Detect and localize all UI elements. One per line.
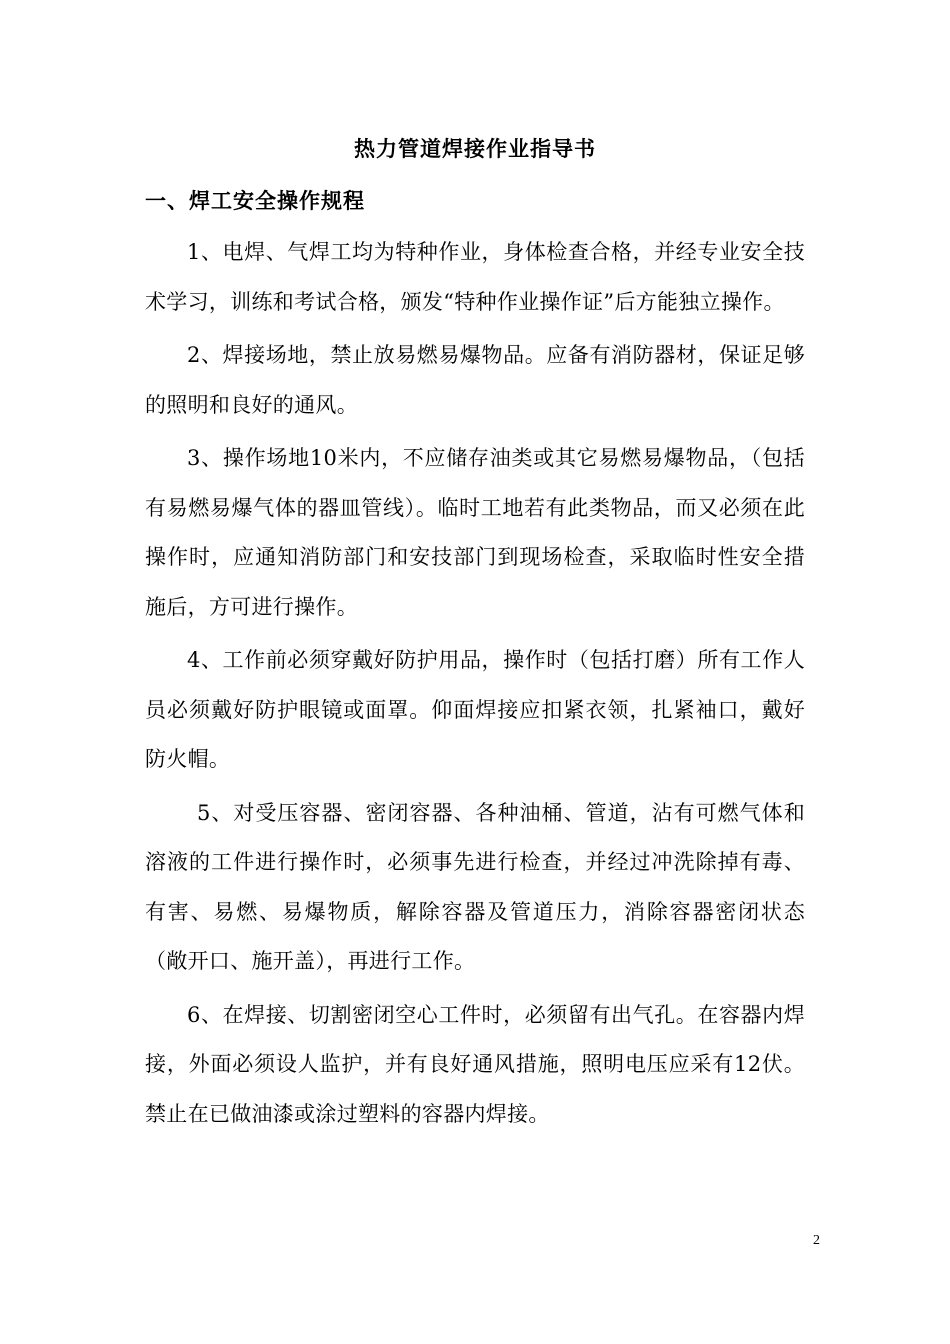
paragraph-1: 1、电焊、气焊工均为特种作业，身体检查合格，并经专业安全技术学习，训练和考试合格，颁发“特种作业操作证”后方能独立操作。	[145, 240, 805, 314]
paragraph-6: 6、在焊接、切割密闭空心工件时，必须留有出气孔。在容器内焊接，外面必须设人监护，并有良好通风措施，照明电压应采有12伏。禁止在已做油漆或涂过塑料的容器内焊接。	[145, 1002, 805, 1126]
paragraph-2: 2、焊接场地，禁止放易燃易爆物品。应备有消防器材，保证足够的照明和良好的通风。	[145, 343, 805, 417]
document-body	[145, 228, 805, 1143]
paragraph-5: 5、对受压容器、密闭容器、各种油桶、管道，沾有可燃气体和溶液的工件进行操作时，必须事先进行检查，并经过冲洗除掉有毒、有害、易燃、易爆物质，解除容器及管道压力，消除容器密闭状态（敞开口、施开盖），再进行工作。	[145, 800, 805, 973]
section-heading: 一、焊工安全操作规程	[145, 189, 365, 213]
page-number: 2	[813, 1233, 820, 1248]
paragraph-4: 4、工作前必须穿戴好防护用品，操作时（包括打磨）所有工作人员必须戴好防护眼镜或面罩。仰面焊接应扣紧衣领，扎紧袖口，戴好防火帽。	[145, 648, 805, 771]
paragraph-3: 3、操作场地10米内，不应储存油类或其它易燃易爆物品，（包括有易燃易爆气体的器皿管线）。临时工地若有此类物品，而又必须在此操作时，应通知消防部门和安技部门到现场检查，采取临时性安全措施后，方可进行操作。	[145, 446, 805, 619]
document-title: 热力管道焊接作业指导书	[354, 137, 596, 161]
